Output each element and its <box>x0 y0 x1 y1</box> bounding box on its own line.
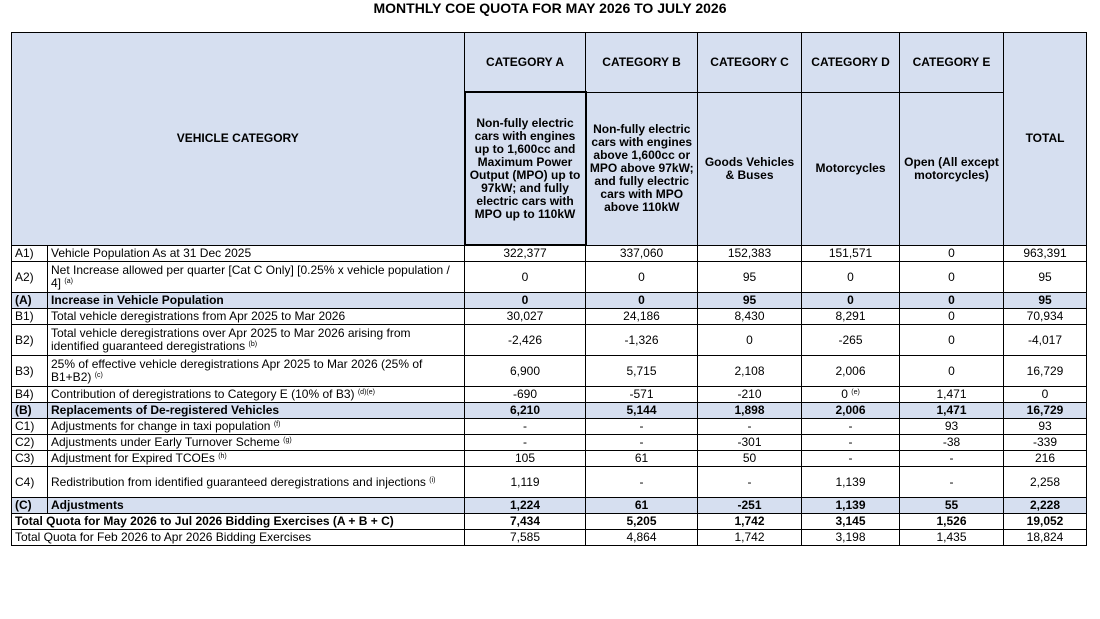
value-cell <box>465 356 586 387</box>
total-value: 1,435 <box>900 530 1004 546</box>
value-text: 24,186 <box>623 309 660 323</box>
footnote-marker: (g) <box>283 437 292 444</box>
row-code: C2) <box>12 435 48 451</box>
total-value: 19,052 <box>1004 514 1087 530</box>
row-code: B1) <box>12 309 48 325</box>
footnote-marker: (c) <box>94 372 103 379</box>
value-cell <box>802 387 900 403</box>
value-cell <box>1004 245 1087 262</box>
value-cell <box>802 467 900 498</box>
value-text: 2,228 <box>1030 498 1061 512</box>
value-text: 6,900 <box>510 363 541 378</box>
value-cell <box>1004 293 1087 309</box>
table-row <box>12 387 1087 403</box>
value-text: -571 <box>629 387 654 401</box>
value-cell <box>802 262 900 293</box>
row-label <box>48 293 465 309</box>
value-text: - <box>848 451 853 465</box>
value-text: 1,139 <box>835 498 866 512</box>
value-cell <box>586 498 698 514</box>
value-cell <box>465 498 586 514</box>
value-cell <box>1004 262 1087 293</box>
value-text: 151,571 <box>828 245 873 260</box>
value-cell <box>802 419 900 435</box>
value-cell <box>900 467 1004 498</box>
value-cell <box>900 245 1004 262</box>
value-cell <box>1004 403 1087 419</box>
category-b-description: Non-fully electric cars with engines above 1,600cc or MPO above 97kW; and fully electric cars with MPO above 110kW <box>586 92 698 245</box>
value-text: 0 <box>746 332 753 347</box>
value-text: -2,426 <box>508 332 543 347</box>
table-row <box>12 419 1087 435</box>
category-d-header: CATEGORY D <box>802 33 900 93</box>
value-text: 93 <box>1038 419 1052 433</box>
footnote-marker: (i) <box>429 476 436 484</box>
value-text: 0 <box>638 293 645 307</box>
value-text: - <box>639 435 644 449</box>
vehicle-category-header: VEHICLE CATEGORY <box>12 33 465 246</box>
row-label-text: Adjustments under Early Turnover Scheme <box>51 435 280 449</box>
category-e-header: CATEGORY E <box>900 33 1004 93</box>
row-code: B3) <box>12 356 48 387</box>
value-cell <box>698 403 802 419</box>
footnote-marker: (a) <box>64 278 73 285</box>
total-value: 3,198 <box>802 530 900 546</box>
value-text: - <box>949 451 954 465</box>
value-text: 0 <box>948 309 955 323</box>
value-text: 0 <box>521 269 529 284</box>
total-header: TOTAL <box>1004 33 1087 246</box>
value-cell <box>900 387 1004 403</box>
table-row <box>12 435 1087 451</box>
value-cell <box>465 325 586 356</box>
category-c-header: CATEGORY C <box>698 33 802 93</box>
value-cell <box>586 356 698 387</box>
row-code: (A) <box>12 293 48 309</box>
value-cell <box>802 435 900 451</box>
value-text: 16,729 <box>1026 363 1064 378</box>
value-text: 50 <box>742 451 757 465</box>
row-label-text: Vehicle Population As at 31 Dec 2025 <box>51 245 252 260</box>
category-e-description: Open (All except motorcycles) <box>900 92 1004 245</box>
row-code: A1) <box>12 245 48 262</box>
value-cell <box>900 403 1004 419</box>
coe-quota-table <box>11 32 1087 546</box>
row-label <box>48 245 465 262</box>
value-cell <box>586 451 698 467</box>
total-row <box>12 514 1087 530</box>
row-label-text: Net Increase allowed per quarter [Cat C Only] [0.25% x vehicle population / 4] <box>51 263 450 290</box>
total-value: 18,824 <box>1004 530 1087 546</box>
value-cell <box>900 293 1004 309</box>
value-text: 0 <box>948 245 955 260</box>
value-cell <box>465 262 586 293</box>
table-row <box>12 245 1087 262</box>
table-row <box>12 498 1087 514</box>
value-text: 322,377 <box>503 246 547 260</box>
value-text: - <box>747 474 752 489</box>
value-text: 0 <box>847 293 854 307</box>
row-label <box>48 356 465 387</box>
value-cell <box>1004 325 1087 356</box>
value-cell <box>586 309 698 325</box>
value-cell <box>698 293 802 309</box>
footnote-marker: (d)(e) <box>357 389 375 396</box>
value-text: - <box>747 419 752 433</box>
total-value: 3,145 <box>802 514 900 530</box>
value-text: 1,898 <box>734 403 765 417</box>
value-cell <box>802 293 900 309</box>
value-text: - <box>523 435 528 449</box>
row-code: (C) <box>12 498 48 514</box>
total-label: Total Quota for Feb 2026 to Apr 2026 Bidding Exercises <box>12 530 465 546</box>
value-text: 1,471 <box>936 387 967 401</box>
value-cell <box>698 325 802 356</box>
table-row <box>12 309 1087 325</box>
row-label-text: Adjustments for change in taxi population <box>51 419 271 433</box>
value-cell <box>586 467 698 498</box>
total-value: 1,742 <box>698 530 802 546</box>
value-text: 0 <box>948 269 955 284</box>
value-text: -301 <box>737 435 762 449</box>
row-label-text: Total vehicle deregistrations over Apr 2025 to Mar 2026 arising from identified guaranteed deregistrations <box>51 326 411 353</box>
row-label <box>48 262 465 293</box>
value-text: 0 <box>521 293 529 307</box>
value-cell <box>1004 309 1087 325</box>
value-cell <box>465 387 586 403</box>
table-row <box>12 325 1087 356</box>
category-b-header: CATEGORY B <box>586 33 698 93</box>
value-cell <box>900 309 1004 325</box>
value-text: 2,006 <box>835 403 866 417</box>
table-row <box>12 356 1087 387</box>
value-text: 0 <box>948 363 955 378</box>
footnote-marker: (e) <box>851 389 860 396</box>
value-text: - <box>639 474 644 489</box>
value-cell <box>698 356 802 387</box>
value-text: 95 <box>1038 269 1052 284</box>
value-cell <box>465 419 586 435</box>
total-value: 5,205 <box>586 514 698 530</box>
value-cell <box>586 403 698 419</box>
value-cell <box>802 356 900 387</box>
value-cell <box>1004 387 1087 403</box>
value-text: 105 <box>515 451 536 465</box>
value-cell <box>698 262 802 293</box>
value-text: -251 <box>737 498 762 512</box>
value-text: 216 <box>1035 451 1056 465</box>
total-label: Total Quota for May 2026 to Jul 2026 Bidding Exercises (A + B + C) <box>12 514 465 530</box>
value-text: -210 <box>737 387 762 401</box>
value-text: 93 <box>944 419 959 433</box>
value-text: 30,027 <box>506 309 544 323</box>
value-cell <box>586 435 698 451</box>
value-text: 1,224 <box>510 498 541 512</box>
value-text: 0 <box>1041 387 1049 401</box>
total-value: 4,864 <box>586 530 698 546</box>
value-cell <box>900 262 1004 293</box>
footnote-marker: (f) <box>273 421 281 428</box>
value-cell <box>465 403 586 419</box>
row-label <box>48 387 465 403</box>
row-code: C1) <box>12 419 48 435</box>
value-text: 2,108 <box>734 363 765 378</box>
value-cell <box>698 419 802 435</box>
value-cell <box>802 498 900 514</box>
value-cell <box>698 387 802 403</box>
row-label-text: Replacements of De-registered Vehicles <box>51 403 280 417</box>
value-cell <box>802 403 900 419</box>
total-value: 1,526 <box>900 514 1004 530</box>
table-row <box>12 467 1087 498</box>
value-cell <box>586 387 698 403</box>
value-cell <box>698 467 802 498</box>
value-text: 6,210 <box>510 403 541 417</box>
value-cell <box>802 451 900 467</box>
value-text: 61 <box>634 498 649 512</box>
value-text: 8,291 <box>835 309 866 323</box>
table-row <box>12 293 1087 309</box>
row-code: B4) <box>12 387 48 403</box>
value-text: -690 <box>513 387 538 401</box>
value-text: 0 <box>847 269 854 284</box>
value-text: -1,326 <box>624 332 659 347</box>
value-text: -38 <box>942 435 961 449</box>
row-code: C3) <box>12 451 48 467</box>
value-text: - <box>848 419 853 433</box>
value-text: 5,715 <box>626 363 657 378</box>
value-cell <box>698 451 802 467</box>
table-row <box>12 403 1087 419</box>
row-label <box>48 451 465 467</box>
table-row <box>12 262 1087 293</box>
value-cell <box>900 356 1004 387</box>
value-cell <box>1004 498 1087 514</box>
row-code: A2) <box>12 262 48 293</box>
value-text: 2,006 <box>835 363 866 378</box>
value-text: 95 <box>742 269 757 284</box>
value-text: 0 <box>948 293 955 307</box>
value-cell <box>465 309 586 325</box>
row-label <box>48 419 465 435</box>
value-text: -265 <box>838 332 863 347</box>
value-text: 70,934 <box>1026 309 1064 323</box>
page-title: MONTHLY COE QUOTA FOR MAY 2026 TO JULY 2026 <box>373 0 727 16</box>
category-d-description: Motorcycles <box>802 92 900 245</box>
value-cell <box>465 451 586 467</box>
value-text: 55 <box>944 498 959 512</box>
total-value: 1,742 <box>698 514 802 530</box>
value-text: 0 <box>948 332 955 347</box>
value-cell <box>465 293 586 309</box>
value-cell <box>802 309 900 325</box>
value-text: -339 <box>1033 435 1058 449</box>
value-cell <box>900 498 1004 514</box>
value-cell <box>586 262 698 293</box>
row-label <box>48 435 465 451</box>
value-cell <box>802 325 900 356</box>
value-text: 95 <box>1038 293 1052 307</box>
category-name-row <box>12 33 1087 93</box>
table-row <box>12 451 1087 467</box>
value-cell <box>1004 435 1087 451</box>
value-cell <box>900 325 1004 356</box>
value-text: 5,144 <box>626 403 657 417</box>
value-cell <box>698 435 802 451</box>
row-label-text: Adjustments <box>51 498 124 512</box>
category-c-description: Goods Vehicles & Buses <box>698 92 802 245</box>
row-label-text: Total vehicle deregistrations from Apr 2025 to Mar 2026 <box>51 309 346 323</box>
footnote-marker: (b) <box>248 341 258 348</box>
row-code: C4) <box>12 467 48 498</box>
value-text: 8,430 <box>734 309 765 323</box>
value-cell <box>1004 419 1087 435</box>
total-value: 7,585 <box>465 530 586 546</box>
row-code: B2) <box>12 325 48 356</box>
value-text: - <box>523 419 528 433</box>
value-cell <box>1004 451 1087 467</box>
row-code: (B) <box>12 403 48 419</box>
value-cell <box>698 245 802 262</box>
value-text: 1,119 <box>510 474 540 489</box>
row-label <box>48 325 465 356</box>
value-text: 1,139 <box>835 474 866 489</box>
value-text: 0 <box>638 269 645 284</box>
value-cell <box>1004 467 1087 498</box>
value-cell <box>1004 356 1087 387</box>
value-cell <box>586 325 698 356</box>
total-value: 7,434 <box>465 514 586 530</box>
value-text: 2,258 <box>1030 474 1061 489</box>
value-text: 16,729 <box>1026 403 1064 417</box>
value-text: -4,017 <box>1028 332 1063 347</box>
value-cell <box>465 435 586 451</box>
row-label-text: 25% of effective vehicle deregistrations Apr 2025 to Mar 2026 (25% of B1+B2) <box>51 357 423 384</box>
value-cell <box>900 435 1004 451</box>
row-label-text: Adjustment for Expired TCOEs <box>51 451 215 465</box>
value-cell <box>698 309 802 325</box>
value-text: 152,383 <box>727 245 772 260</box>
value-cell <box>586 245 698 262</box>
footnote-marker: (h) <box>218 453 227 460</box>
value-cell <box>465 467 586 498</box>
value-text: 1,471 <box>936 403 967 417</box>
value-cell <box>900 451 1004 467</box>
value-cell <box>900 419 1004 435</box>
category-a-header: CATEGORY A <box>465 33 586 93</box>
row-label-text: Increase in Vehicle Population <box>51 293 224 307</box>
value-text: - <box>639 419 644 433</box>
category-a-description: Non-fully electric cars with engines up to 1,600cc and Maximum Power Output (MPO) up to 97kW; and fully electric cars with MPO up to 110kW <box>465 92 586 245</box>
value-text: 337,060 <box>619 245 664 260</box>
value-text: 61 <box>634 451 649 465</box>
value-text: - <box>949 474 954 489</box>
row-label-text: Redistribution from identified guaranteed deregistrations and injections <box>51 474 426 489</box>
value-text: - <box>848 435 853 449</box>
value-cell <box>802 245 900 262</box>
row-label <box>48 467 465 498</box>
row-label <box>48 403 465 419</box>
total-row <box>12 530 1087 546</box>
value-cell <box>586 419 698 435</box>
value-cell <box>698 498 802 514</box>
value-cell <box>465 245 586 262</box>
value-text: 95 <box>742 293 757 307</box>
row-label-text: Contribution of deregistrations to Category E (10% of B3) <box>51 387 355 401</box>
row-label <box>48 309 465 325</box>
value-text: 963,391 <box>1023 245 1067 260</box>
value-cell <box>586 293 698 309</box>
row-label <box>48 498 465 514</box>
value-text: 0 <box>841 387 848 401</box>
